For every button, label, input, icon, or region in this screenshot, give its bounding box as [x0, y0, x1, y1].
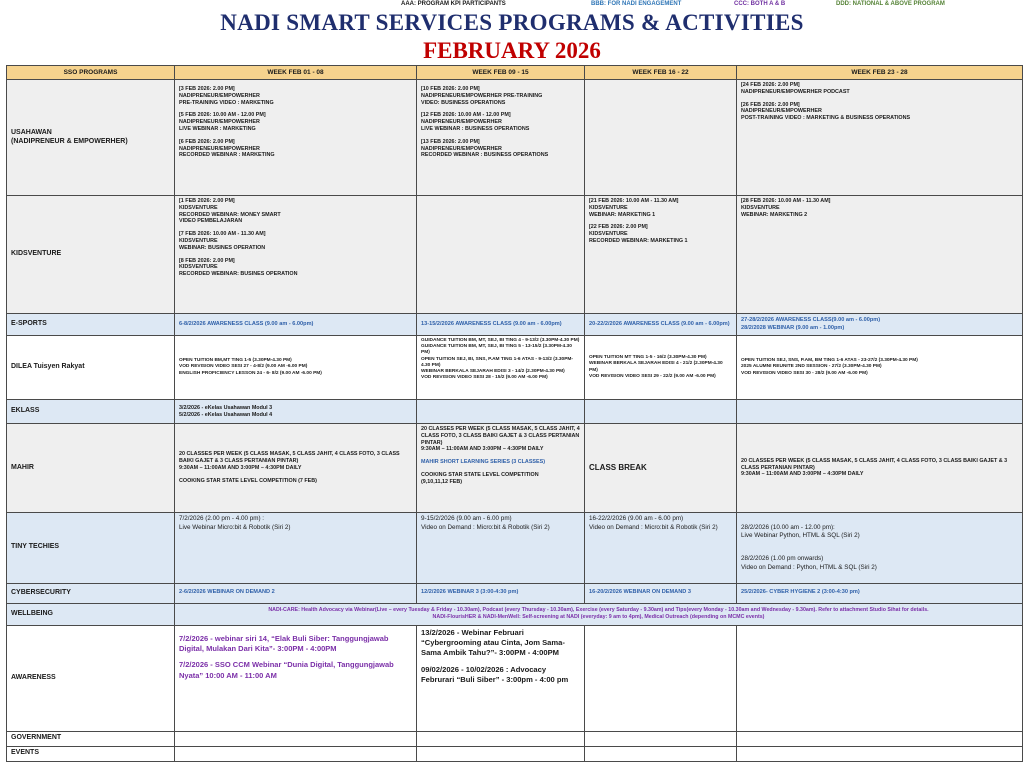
program-tiny-techies: TINY TECHIES	[7, 513, 175, 584]
mahir-competition: COOKING STAR STATE LEVEL COMPETITION (7 FEB)	[179, 477, 317, 484]
awareness-event: 7/2/2026 - SSO CCM Webinar “Dunia Digital, Tanggungjawab Nyata” 10:00 AM - 11:00 AM	[179, 660, 394, 680]
legend-bar	[0, 0, 1024, 9]
event-block: [26 FEB 2026: 2.00 PM] NADIPRENEUR/EMPOWERHER POST-TRAINING VIDEO : MARKETING & BUSINESS OPERATIONS	[741, 101, 911, 122]
event-block: [7 FEB 2026: 10.00 AM - 11.30 AM] KIDSVENTURE WEBINAR: BUSINES OPERATION	[179, 231, 266, 251]
header-week1: WEEK FEB 01 - 08	[175, 66, 417, 80]
cell-cyber-w2: 12/2/2026 WEBINAR 3 (3:00-4:30 pm)	[417, 583, 585, 603]
cell-esports-w1: 6-8/2/2026 AWARENESS CLASS (9.00 am - 6.00pm)	[175, 314, 417, 336]
cell-usahawan-w2	[417, 80, 585, 196]
event-block: [1 FEB 2026: 2.00 PM] KIDSVENTURE RECORDED WEBINAR: MONEY SMART VIDEO PEMBELAJARAN	[179, 198, 281, 225]
cell-usahawan-w3	[585, 80, 737, 196]
cell-empty	[737, 746, 1023, 761]
cell-kidsventure-w3	[585, 196, 737, 314]
awareness-event: 09/02/2026 - 10/02/2026 : Advocacy Februrari “Buli Siber” - 3:00pm - 4:00 pm	[421, 664, 569, 685]
program-mahir: MAHIR	[7, 424, 175, 513]
cell-empty	[585, 746, 737, 761]
row-eklass	[7, 400, 1023, 424]
event-block: [8 FEB 2026: 2.00 PM] KIDSVENTURE RECORDED WEBINAR: BUSINES OPERATION	[179, 257, 298, 278]
cell-usahawan-w1	[175, 80, 417, 196]
cell-kidsventure-w4	[737, 196, 1023, 314]
cell-mahir-w4: 20 CLASSES PER WEEK (5 CLASS MASAK, 5 CLASS JAHIT, 4 CLASS FOTO, 3 CLASS BAIKI GAJET & 3 CLASS PERTANIAN PINTAR) 9:30AM – 11:00AM AND 3:00PM – 4:30PM DAILY	[737, 424, 1023, 513]
legend-ccc: CCC: BOTH A & B	[734, 1, 786, 7]
event-block: [22 FEB 2026: 2.00 PM] KIDSVENTURE RECORDED WEBINAR: MARKETING 1	[589, 224, 688, 244]
cell-esports-w4: 27-28/2/2026 AWARENESS CLASS(9.00 am - 6.00pm) 28/2/2028 WEBINAR (9.00 am - 1.00pm)	[737, 314, 1023, 336]
event-block: [5 FEB 2026: 10.00 AM - 12.00 PM] NADIPRENEUR/EMPOWERHER LIVE WEBINAR : MARKETING	[179, 112, 266, 132]
event-block: [21 FEB 2026: 10.00 AM - 11.30 AM] KIDSVENTURE WEBINAR: MARKETING 1	[589, 198, 679, 218]
cell-empty	[175, 746, 417, 761]
cell-tiny-w1: 7/2/2026 (2.00 pm - 4.00 pm) : Live Webinar Micro:bit & Robotik (Siri 2)	[175, 513, 417, 584]
cell-eklass-w2	[417, 400, 585, 424]
cell-empty	[417, 746, 585, 761]
row-awareness	[7, 625, 1023, 731]
program-wellbeing: WELLBEING	[7, 603, 175, 625]
page-title: NADI SMART SERVICES PROGRAMS & ACTIVITIES	[220, 10, 804, 35]
cell-cyber-w4: 25/2/2026- CYBER HYGIENE 2 (3:00-4:30 pm)	[737, 583, 1023, 603]
cell-esports-w2: 13-15/2/2026 AWARENESS CLASS (9.00 am - 6.00pm)	[417, 314, 585, 336]
row-dilea	[7, 336, 1023, 400]
awareness-event: 13/2/2026 - Webinar Februari “Cybergrooming atau Cinta, Jom Sama-Sama Ambik Tahu?”- 3:00PM - 4:00PM	[421, 627, 565, 658]
cell-empty	[417, 731, 585, 746]
cell-cyber-w1: 2-6/2/2026 WEBINAR ON DEMAND 2	[175, 583, 417, 603]
program-usahawan: USAHAWAN (NADIPRENEUR & EMPOWERHER)	[7, 80, 175, 196]
cell-esports-w3: 20-22/2/2026 AWARENESS CLASS (9.00 am - 6.00pm)	[585, 314, 737, 336]
tiny-webinar: 28/2/2026 (10.00 am - 12.00 pm): Live Webinar Python, HTML & SQL (Siri 2)	[741, 523, 860, 539]
program-kidsventure: KIDSVENTURE	[7, 196, 175, 314]
legend-ddd: DDD: NATIONAL & ABOVE PROGRAM	[836, 1, 945, 7]
cell-cyber-w3: 16-20/2/2026 WEBINAR ON DEMAND 3	[585, 583, 737, 603]
cell-wellbeing: NADI-CARE: Health Advocacy via Webinar(Live – every Tuesday & Friday - 10.30am), Podcast (every Thursday - 10.30am), Exercise (every Saturday - 9.30am) and Tips(every Monday - 10.30am and Wednesday - 9.30am). Refer to attachment Studio Sihat for details. NADI-FlourisHER & NADI-MenWell: Self-screening at NADI (everyday: 9 am to 4pm), Medical Outreach (depending on MCMC events)	[175, 603, 1023, 625]
row-kidsventure	[7, 196, 1023, 314]
page-subtitle: FEBRUARY 2026	[423, 38, 601, 63]
mahir-short-series: MAHIR SHORT LEARNING SERIES (3 CLASSES)	[421, 459, 545, 466]
cell-mahir-w1	[175, 424, 417, 513]
event-block: [24 FEB 2026: 2.00 PM] NADIPRENEUR/EMPOWERHER PODCAST	[741, 82, 850, 95]
event-block: [28 FEB 2026: 10.00 AM - 11.30 AM] KIDSVENTURE WEBINAR: MARKETING 2	[741, 198, 831, 218]
cell-dilea-w2: GUIDANCE TUITION BM, MT, SEJ, BI TING 4 - 9-13/2 (3.30PM-4.30 PM) GUIDANCE TUITION BM, MT, SEJ, BI TING 5 - 13-15/2 (3.30PM-4.30 PM) OPEN TUITION SEJ, BI, SNS, P.AM TING 1-6 ATAS - 9-13/2 (3.30PM-4.30 PM) WEBINAR BERKALA SEJARAH EDISI 3 - 14/2 (2.30PM-4.30 PM) VOD REVISION VIDEO SESI 28 - 15/2 (9.00 AM -6.00 PM)	[417, 336, 585, 400]
program-cybersecurity: CYBERSECURITY	[7, 583, 175, 603]
row-usahawan	[7, 80, 1023, 196]
cell-kidsventure-w2	[417, 196, 585, 314]
row-mahir	[7, 424, 1023, 513]
cell-mahir-w2	[417, 424, 585, 513]
cell-usahawan-w4	[737, 80, 1023, 196]
event-block: [12 FEB 2026: 10.00 AM - 12.00 PM] NADIPRENEUR/EMPOWERHER LIVE WEBINAR : BUSINESS OPERATIONS	[421, 112, 530, 132]
row-government	[7, 731, 1023, 746]
cell-awareness-w2	[417, 625, 585, 731]
event-block: [13 FEB 2026: 2.00 PM] NADIPRENEUR/EMPOWERHER RECORDED WEBINAR : BUSINESS OPERATIONS	[421, 138, 549, 159]
program-eklass: EKLASS	[7, 400, 175, 424]
mahir-competition: COOKING STAR STATE LEVEL COMPETITION (9,10,11,12 FEB)	[421, 471, 539, 485]
cell-tiny-w2: 9-15/2/2026 (9.00 am - 6.00 pm) Video on Demand : Micro:bit & Robotik (Siri 2)	[417, 513, 585, 584]
cell-eklass-w1: 3/2/2026 - eKelas Usahawan Modul 3 5/2/2026 - eKelas Usahawan Modul 4	[175, 400, 417, 424]
cell-eklass-w4	[737, 400, 1023, 424]
event-block: [3 FEB 2026: 2.00 PM] NADIPRENEUR/EMPOWERHER PRE-TRAINING VIDEO : MARKETING	[179, 86, 274, 106]
row-cybersecurity	[7, 583, 1023, 603]
cell-awareness-w3	[585, 625, 737, 731]
cell-empty	[585, 731, 737, 746]
cell-dilea-w1: OPEN TUITION BM,MT TING 1-5 (3.30PM-4.30 PM) VOD REVISION VIDEO SESI 27 - 4-8/2 (9.00 AM -6.00 PM) ENGLISH PROFICIENCY LESSON 24 - 6- 8/2 (9.00 AM -6.00 PM)	[175, 336, 417, 400]
cell-empty	[175, 731, 417, 746]
program-events: EVENTS	[7, 746, 175, 761]
legend-aaa: AAA: PROGRAM KPI PARTICIPANTS	[401, 1, 506, 7]
mahir-classes: 20 CLASSES PER WEEK (5 CLASS MASAK, 5 CLASS JAHIT, 4 CLASS FOTO, 3 CLASS BAIKI GAJET & 3 CLASS PERTANIAN PINTAR) 9:30AM – 11:00AM AND 3:00PM – 4:30PM DAILY	[421, 426, 580, 453]
cell-empty	[737, 731, 1023, 746]
event-block: [10 FEB 2026: 2.00 PM] NADIPRENEUR/EMPOWERHER PRE-TRAINING VIDEO: BUSINESS OPERATIONS	[421, 86, 543, 106]
program-dilea: DILEA Tuisyen Rakyat	[7, 336, 175, 400]
cell-kidsventure-w1	[175, 196, 417, 314]
header-programs: SSO PROGRAMS	[7, 66, 175, 80]
program-government: GOVERNMENT	[7, 731, 175, 746]
cell-tiny-w3: 16-22/2/2026 (9.00 am - 6.00 pm) Video on Demand : Micro:bit & Robotik (Siri 2)	[585, 513, 737, 584]
row-events	[7, 746, 1023, 761]
cell-eklass-w3	[585, 400, 737, 424]
row-esports	[7, 314, 1023, 336]
program-esports: E-SPORTS	[7, 314, 175, 336]
mahir-classes: 20 CLASSES PER WEEK (5 CLASS MASAK, 5 CLASS JAHIT, 4 CLASS FOTO, 3 CLASS BAIKI GAJET & 3 CLASS PERTANIAN PINTAR) 9:30AM – 11:00AM AND 3:00PM – 4:30PM DAILY	[179, 451, 400, 471]
cell-tiny-w4	[737, 513, 1023, 584]
row-tiny-techies	[7, 513, 1023, 584]
cell-mahir-w3: CLASS BREAK	[585, 424, 737, 513]
header-week2: WEEK FEB 09 - 15	[417, 66, 585, 80]
cell-awareness-w1	[175, 625, 417, 731]
schedule-table	[6, 65, 1023, 762]
awareness-event: 7/2/2026 - webinar siri 14, “Elak Buli Siber: Tanggungjawab Digital, Mulakan Dari Kita”- 3:00PM - 4:00PM	[179, 633, 389, 653]
header-row	[7, 66, 1023, 80]
program-awareness: AWARENESS	[7, 625, 175, 731]
legend-bbb: BBB: FOR NADI ENGAGEMENT	[591, 1, 682, 7]
tiny-vod: 28/2/2026 (1.00 pm onwards) Video on Demand : Python, HTML & SQL (Siri 2)	[741, 555, 877, 571]
cell-dilea-w4: OPEN TUITION SEJ, SNS, P.AM, BM TING 1-6 ATAS - 23-27/2 (3.30PM-4.30 PM) 2025 ALUMNI REUNITE 2ND SESSION - 27/2 (3.30PM-4.30 PM) VOD REVISION VIDEO SESI 30 - 28/2 (9.00 AM -6.00 PM)	[737, 336, 1023, 400]
cell-awareness-w4	[737, 625, 1023, 731]
header-week3: WEEK FEB 16 - 22	[585, 66, 737, 80]
header-week4: WEEK FEB 23 - 28	[737, 66, 1023, 80]
row-wellbeing	[7, 603, 1023, 625]
event-block: [6 FEB 2026: 2.00 PM] NADIPRENEUR/EMPOWERHER RECORDED WEBINAR : MARKETING	[179, 138, 275, 159]
cell-dilea-w3: OPEN TUITION MT TING 1-5 - 16/2 (3.30PM-4.30 PM) WEBINAR BERKALA SEJARAH EDISI 4 - 21/2 (2.30PM-4.30 PM) VOD REVISION VIDEO SESI 29 - 22/2 (9.00 AM -6.00 PM)	[585, 336, 737, 400]
